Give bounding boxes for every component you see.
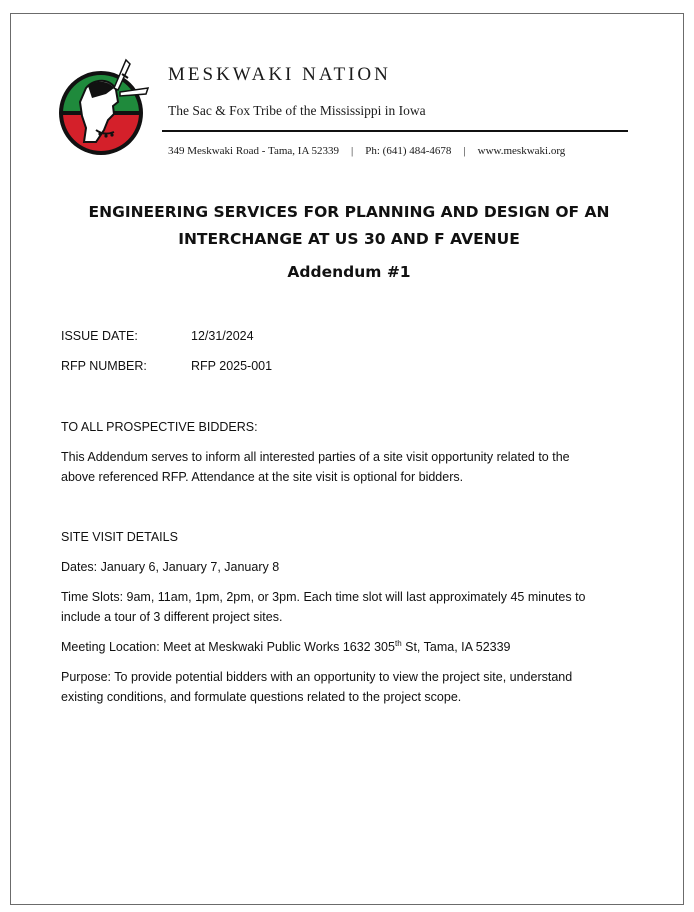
separator: |	[463, 145, 466, 157]
document-subtitle: Addendum #1	[287, 263, 411, 281]
org-name: MESKWAKI NATION	[168, 64, 391, 85]
org-tagline: The Sac & Fox Tribe of the Mississippi in Iowa	[168, 103, 426, 118]
meskwaki-seal-icon	[56, 58, 160, 162]
purpose-paragraph	[61, 667, 631, 707]
rfp-number-row	[61, 359, 272, 373]
title-line-1: ENGINEERING SERVICES FOR PLANNING AND DESIGN OF AN	[88, 203, 610, 221]
title-line-2: INTERCHANGE AT US 30 AND F AVENUE	[178, 230, 520, 248]
separator: |	[351, 145, 354, 157]
document-title	[60, 199, 638, 253]
meeting-location	[61, 637, 631, 657]
contact-line	[168, 145, 565, 157]
issue-date-row	[61, 329, 254, 343]
phone: Ph: (641) 484-4678	[365, 145, 452, 157]
issue-date-label: ISSUE DATE:	[61, 329, 138, 343]
time-slots-paragraph	[61, 587, 631, 627]
location-prefix: Meeting Location: Meet at Meskwaki Public Works 1632 305	[61, 640, 395, 654]
rfp-number-value: RFP 2025-001	[191, 359, 273, 373]
location-superscript: th	[394, 638, 402, 648]
location-suffix: St, Tama, IA 52339	[401, 640, 511, 654]
dates-line: Dates: January 6, January 7, January 8	[61, 560, 280, 574]
salutation: TO ALL PROSPECTIVE BIDDERS:	[61, 420, 258, 434]
intro-line-2: above referenced RFP. Attendance at the site visit is optional for bidders.	[61, 470, 464, 484]
time-slots-line-1: Time Slots: 9am, 11am, 1pm, 2pm, or 3pm. Each time slot will last approximately 45 minutes to	[61, 590, 586, 604]
issue-date-value: 12/31/2024	[191, 329, 254, 343]
website: www.meskwaki.org	[477, 145, 566, 157]
address: 349 Meskwaki Road - Tama, IA 52339	[168, 145, 340, 157]
rfp-number-label: RFP NUMBER:	[61, 359, 147, 373]
intro-paragraph	[61, 447, 631, 487]
time-slots-line-2: include a tour of 3 different project sites.	[61, 610, 283, 624]
purpose-line-1: Purpose: To provide potential bidders with an opportunity to view the project site, understand	[61, 670, 573, 684]
header-divider	[162, 130, 628, 132]
purpose-line-2: existing conditions, and formulate questions related to the project scope.	[61, 690, 462, 704]
intro-line-1: This Addendum serves to inform all interested parties of a site visit opportunity related to the	[61, 450, 570, 464]
section-heading: SITE VISIT DETAILS	[61, 530, 178, 544]
